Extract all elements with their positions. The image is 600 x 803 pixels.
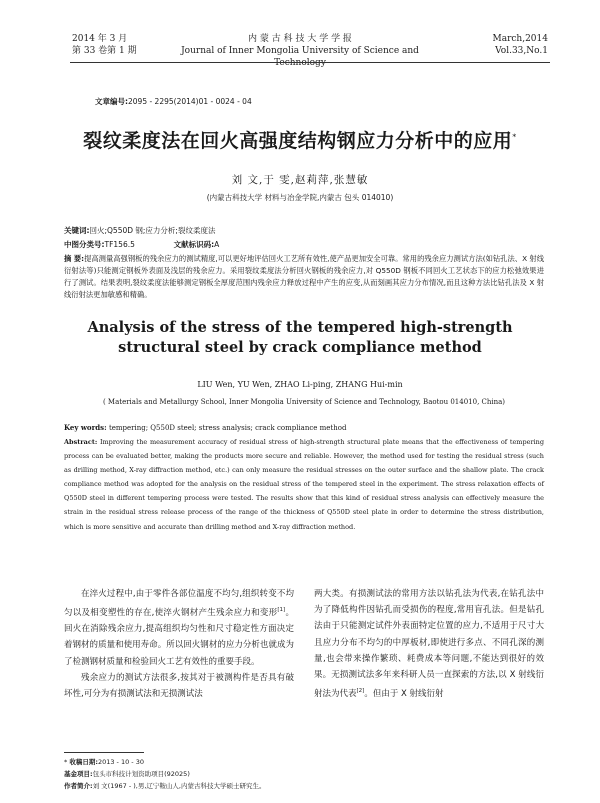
journal-name-cn: 内 蒙 古 科 技 大 学 学 报	[248, 34, 352, 44]
doc-code-value: A	[214, 240, 220, 249]
keywords-en-label: Key words:	[64, 423, 107, 432]
footnote-received: * 收稿日期:2013 - 10 - 30	[64, 758, 144, 766]
doc-code-label: 文献标识码:	[173, 240, 215, 249]
article-number	[95, 96, 252, 107]
affiliation-cn: (内蒙古科技大学 材料与冶金学院,内蒙古 包头 014010)	[206, 193, 394, 202]
header-volume: 第 33 卷第 1 期	[72, 46, 137, 56]
footnote-author	[64, 781, 544, 791]
keywords-cn	[64, 225, 544, 237]
body-paragraph: 两大类。有损测试法的常用方法以钻孔法为代表,在钻孔法中为了降低构件因钻孔而受损伤的程度,常用盲孔法。但是钻孔法由于只能测定试件外表面特定位置的应力,不适用于尺寸大且应力分布不均匀的中厚板材,即使进行多点、不同孔深的测量,也会带来操作繁琐、耗费成本等问题,不能达到很好的效果。无损测试法多年来科研人员一直探索的方法,以 X 射线衍射法为代表[2]。但由于 X 射线衍射	[314, 589, 544, 700]
header-issue-en	[493, 33, 549, 57]
article-number-label: 文章编号:	[95, 97, 128, 106]
title-en-line2: structural steel by crack compliance method	[118, 339, 482, 356]
abstract-cn-text: 提高测量高强钢板的残余应力的测试精度,可以更好地评估回火工艺所有效性,使产品更加安全可靠。常用的残余应力测试方法(如钻孔法、X 射线衍射法等)只能测定钢板外表面及浅层的残余应力。采用裂纹柔度法分析回火钢板的残余应力,对 Q550D 钢板不同回火工艺状态下的应力松弛效果进行了测试。结果表明,裂纹柔度法能够测定钢板全厚度范围内残余应力释放过程中产生的应变,从而刻画其应力分布情况,而且这种方法比钻孔法及 X 射线衍射法更加敏感和精确。	[64, 254, 544, 299]
header-issue	[72, 33, 137, 57]
authors-en: LIU Wen, YU Wen, ZHAO Li-ping, ZHANG Hui-min	[197, 380, 403, 389]
abstract-cn-label: 摘 要:	[64, 254, 85, 263]
header-date-en: March,2014	[492, 34, 548, 44]
title-cn-text: 裂纹柔度法在回火高强度结构钢应力分析中的应用	[83, 130, 513, 152]
citation-ref: [1]	[277, 607, 286, 614]
affiliation-en: ( Materials and Metallurgy School, Inner Mongolia University of Science and Technology, Baotou 014010, China)	[102, 398, 506, 406]
keywords-en	[64, 422, 544, 434]
body-paragraph: 残余应力的测试方法很多,按其对于被测构件是否具有破坏性,可分为有损测试法和无损测试法	[64, 672, 294, 700]
header-divider	[70, 62, 550, 63]
body-paragraph: 在淬火过程中,由于零件各部位温度不均匀,组织转变不均匀以及相变塑性的存在,使淬火钢材产生残余应力和变形[1]。回火在消除残余应力,提高组织均匀性和尺寸稳定性方面决定着钢材的质量和使用寿命。所以回火钢材的应力分析也就成为了检测钢材质量和检验回火工艺有效性的重要手段。	[64, 589, 294, 667]
received-label: 收稿日期:	[69, 758, 98, 766]
title-cn	[60, 126, 540, 153]
keywords-en-text: tempering; Q550D steel; stress analysis; crack compliance method	[108, 424, 347, 432]
title-en-line1: Analysis of the stress of the tempered high-strength	[87, 319, 513, 336]
keywords-cn-label: 关键词:	[64, 226, 90, 235]
author-bio-text: 刘 文(1967 - ),男,辽宁鞍山人,内蒙古科技大学硕士研究生。	[92, 782, 266, 790]
keywords-cn-text: 回火;Q550D 钢;应力分析;裂纹柔度法	[89, 226, 216, 235]
authors-cn: 刘 文,于 雯,赵莉萍,张慧敏	[231, 174, 369, 186]
fund-label: 基金项目:	[64, 770, 93, 778]
article-number-value: 2095 - 2295(2014)01 - 0024 - 04	[128, 97, 252, 106]
abstract-en-label: Abstract:	[64, 438, 98, 446]
header-date: 2014 年 3 月	[72, 34, 128, 44]
author-bio-label: 作者简介:	[64, 782, 93, 790]
footnote-fund	[64, 769, 544, 779]
citation-ref: [2]	[356, 688, 365, 695]
clc-label: 中图分类号:	[64, 240, 105, 249]
classification-line	[64, 239, 544, 251]
clc-value: TF156.5	[104, 240, 135, 249]
title-footnote-mark: *	[512, 132, 517, 142]
title-en	[60, 318, 540, 358]
footnote-divider	[64, 752, 144, 753]
abstract-cn	[64, 253, 544, 301]
body-column-left	[64, 586, 294, 702]
fund-text: 包头市科技计划资助项目(92025)	[92, 770, 190, 778]
abstract-en	[64, 435, 544, 534]
header-journal	[170, 33, 430, 69]
header-volume-en: Vol.33,No.1	[495, 46, 548, 56]
body-column-right	[314, 586, 544, 702]
received-date: 2013 - 10 - 30	[97, 758, 144, 766]
abstract-en-text: Improving the measurement accuracy of residual stress of high-strength structural plate means that the effectiveness of tempering process can be evaluated better, making the products more secure and reliable. However, the method used for testing the residual stress (such as drilling method, X-ray diffraction method, etc.) can only measure the residual stresses on the outer surface and the shallow plate. The crack compliance method was adopted for the analysis on the residual stress of the tempered steel in the experiment. The stress relaxation effects of Q550D steel in different tempering process were tested. The results show that this kind of residual stress analysis can effectively measure the strain in the residual stress release process of the range of the thickness of Q550D steel plate in order to determine the stress distribution, which is more sensitive and accurate than drilling method and X-ray diffraction method.	[64, 438, 544, 531]
journal-name-en: Journal of Inner Mongolia University of Science and Technology	[181, 46, 419, 68]
